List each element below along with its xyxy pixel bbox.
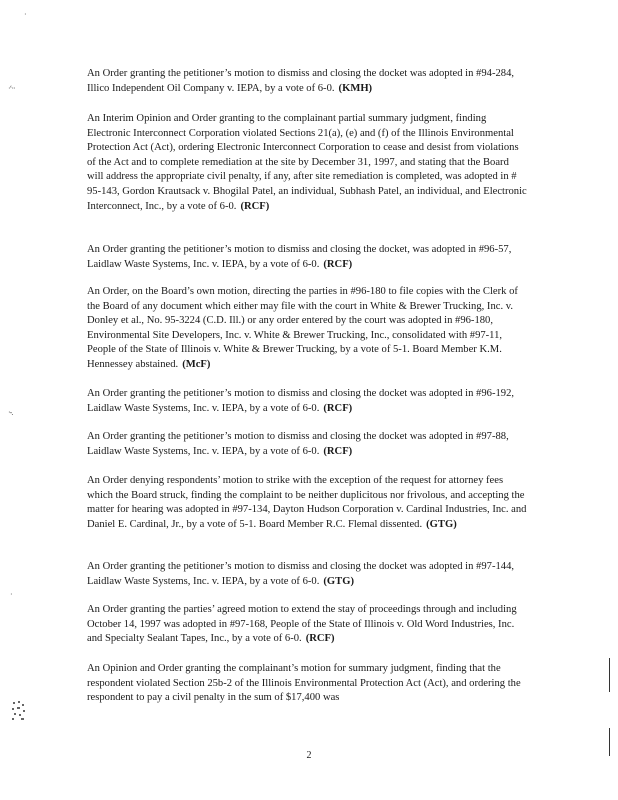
paragraph-text: An Order granting the petitioner’s motion to dismiss and closing the docket was adopted in #94-284, Illico Independent Oil Company v. IEPA, by a vote of 6-0. (87, 68, 515, 94)
paragraph-initials: (RCF) (323, 445, 353, 457)
scan-speck: · (10, 590, 12, 599)
page-number: 2 (306, 750, 312, 761)
scan-speck: ·‘·· (8, 84, 15, 93)
paragraph-text: An Order granting the petitioner’s motion to dismiss and closing the docket was adopted in #97-144, Laidlaw Waste Systems, Inc. v. IEPA, by a vote of 6-0. (87, 561, 515, 587)
paragraph (87, 430, 527, 459)
paragraph (87, 387, 527, 416)
paragraph (87, 662, 527, 706)
scan-artifact-icon (10, 700, 28, 722)
paragraph-text: An Order, on the Board’s own motion, directing the parties in #96-180 to file copies with the Clerk of the Board of any document which either may file with the court in White & Brewer Trucking, Inc. v. Donley et al., No. 95-3224 (C.D. Ill.) or any order entered by the court was adopted in #96-180, Environmental Site Developers, Inc. v. White & Brewer Trucking, Inc., consolidated with #97-11, People of the State of Illinois v. White & Brewer Trucking, by a vote of 5-1. Board Member K.M. Hennessey abstained. (87, 286, 518, 370)
paragraph (87, 243, 527, 272)
paragraph-text: An Interim Opinion and Order granting to the complainant partial summary judgment, finding Electronic Interconnect Corporation violated Sections 21(a), (e) and (f) of the Illinois Environmental Protection Act (Act), ordering Electronic Interconnect Corporation to cease and desist from violations of the Act and to complete remediation at the site by December 31, 1997, and stating that the Board will address the appropriate civil penalty, if any, after site remediation is completed, was adopted in # 95-143, Gordon Krautsack v. Bhogilal Patel, an individual, Subhash Patel, an individual, and Electronic Interconnect, Inc., by a vote of 6-0. (87, 113, 527, 212)
paragraph-text: An Order granting the petitioner’s motion to dismiss and closing the docket was adopted in #97-88, Laidlaw Waste Systems, Inc. v. IEPA, by a vote of 6-0. (87, 431, 509, 457)
paragraph (87, 474, 527, 532)
paragraph-initials: (RCF) (323, 258, 353, 270)
paragraph-initials: (GTG) (323, 575, 354, 587)
paragraph-initials: (KMH) (338, 82, 373, 94)
paragraph-initials: (RCF) (305, 633, 335, 645)
paragraph (87, 603, 527, 647)
paragraph-initials: (RCF) (323, 402, 353, 414)
scan-speck: ·-. (8, 408, 13, 417)
paragraph-initials: (GTG) (426, 518, 457, 530)
paragraph (87, 560, 527, 589)
paragraph-text: An Order denying respondents’ motion to strike with the exception of the request for attorney fees which the Board struck, finding the complaint to be neither duplicitous nor frivolous, and accepting the matter for hearing was adopted in #97-134, Dayton Hudson Corporation v. Cardinal Industries, Inc. and Daniel E. Cardinal, Jr., by a vote of 5-1. Board Member R.C. Flemal dissented. (87, 475, 527, 530)
scan-margin-line (609, 658, 610, 692)
paragraph-text: An Opinion and Order granting the complainant’s motion for summary judgment, finding that the respondent violated Section 25b-2 of the Illinois Environmental Protection Act (Act), and ordering the respondent to pay a civil penalty in the sum of $17,400 was (87, 663, 521, 704)
paragraph-text: An Order granting the petitioner’s motion to dismiss and closing the docket, was adopted in #96-57, Laidlaw Waste Systems, Inc. v. IEPA, by a vote of 6-0. (87, 244, 512, 270)
paragraph (87, 285, 527, 373)
paragraph-initials: (RCF) (240, 200, 270, 212)
paragraph-text: An Order granting the petitioner’s motion to dismiss and closing the docket was adopted in #96-192, Laidlaw Waste Systems, Inc. v. IEPA, by a vote of 6-0. (87, 388, 515, 414)
paragraph (87, 112, 527, 214)
paragraph (87, 67, 527, 96)
paragraph-initials: (McF) (182, 358, 211, 370)
paragraph-text: An Order granting the parties’ agreed motion to extend the stay of proceedings through and including October 14, 1997 was adopted in #97-168, People of the State of Illinois v. Old Word Industries, Inc. and Specialty Sealant Tapes, Inc., by a vote of 6-0. (87, 604, 517, 645)
scan-speck: · (24, 10, 26, 19)
